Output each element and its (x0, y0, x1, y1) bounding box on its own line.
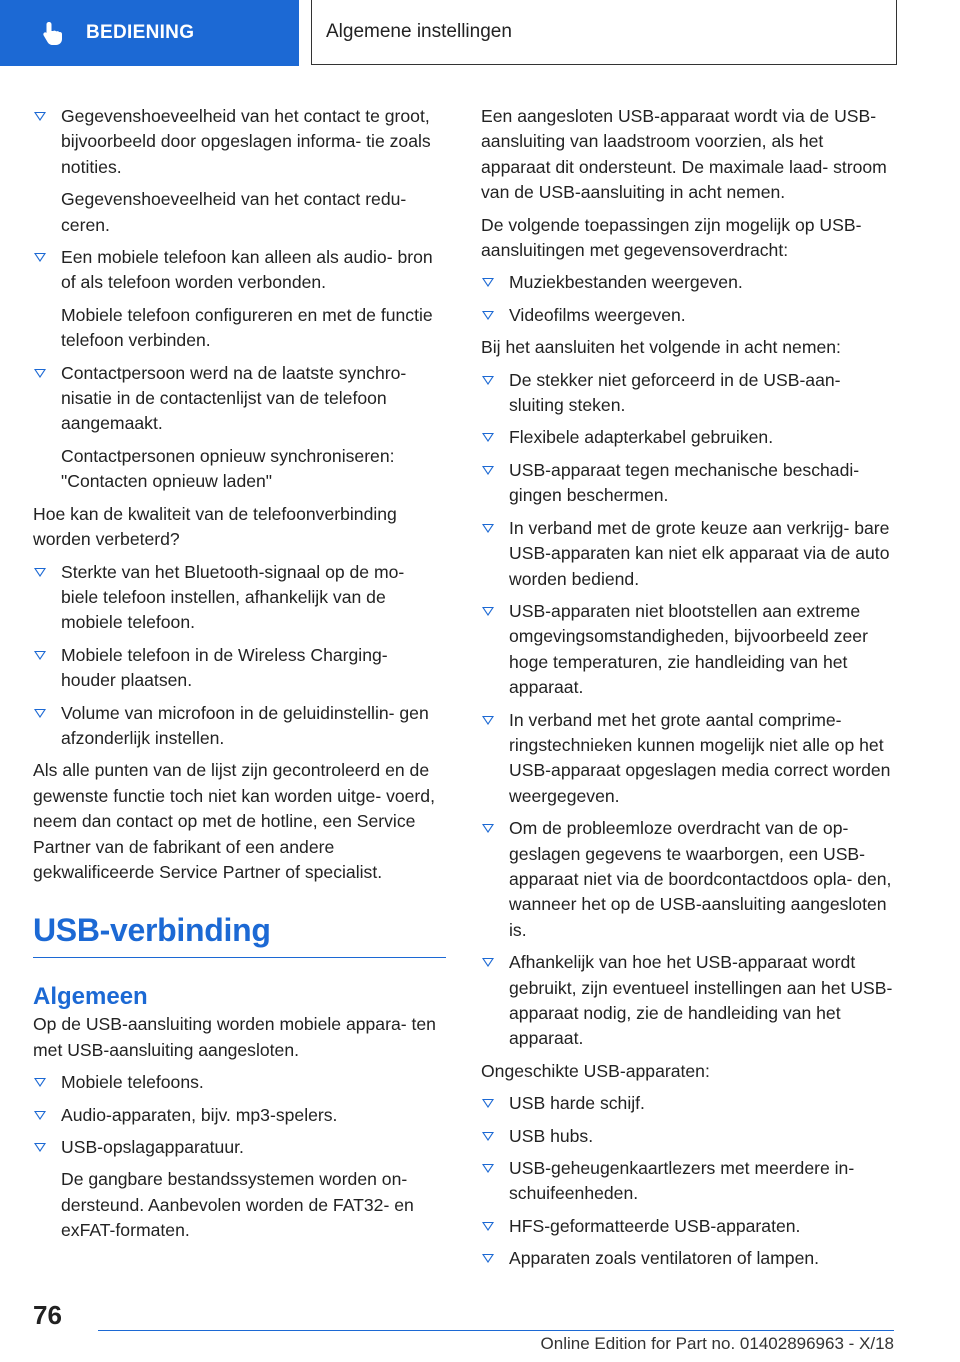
list-item-subtext: Mobiele telefoon configureren en met de functie telefoon verbinden. (61, 304, 433, 351)
paragraph: Op de USB-aansluiting worden mobiele appara- ten met USB-aansluiting aangesloten. (33, 1014, 436, 1060)
list-item (481, 1091, 894, 1116)
chapter-title: Algemene instellingen (326, 21, 512, 42)
list-item (481, 1156, 894, 1207)
list-item-text: Gegevenshoeveelheid van het contact te groot, bijvoorbeeld door opgeslagen informa- tie zoals notities. (61, 106, 431, 177)
paragraph: Een aangesloten USB-apparaat wordt via de USB-aansluiting van laadstroom voorzien, als het apparaat dit ondersteunt. De maximale laad- stroom van de USB-aansluiting in acht nemen. (481, 106, 887, 203)
triangle-bullet-icon (482, 311, 494, 320)
list-item (33, 361, 446, 495)
list-item-text: Flexibele adapterkabel gebruiken. (509, 427, 774, 448)
list-item (33, 701, 446, 752)
list-item-text: Audio-apparaten, bijv. mp3-spelers. (61, 1104, 338, 1125)
list-item (33, 1070, 446, 1095)
paragraph: Hoe kan de kwaliteit van de telefoonverbinding worden verbeterd? (33, 503, 397, 550)
list-item-text: HFS-geformatteerde USB-apparaten. (509, 1215, 801, 1236)
list-item-text: De stekker niet geforceerd in de USB-aan- sluiting steken. (509, 369, 841, 416)
right-column (481, 104, 894, 1279)
triangle-bullet-icon (482, 466, 494, 475)
list-item-text: USB harde schijf. (509, 1093, 645, 1114)
list-item (33, 245, 446, 354)
list-item-text: Contactpersoon werd na de laatste synchro- nisatie in de contactenlijst van de telefoon aangemaakt. (61, 362, 407, 434)
bullet-list (481, 1091, 894, 1271)
list-item-text: Afhankelijk van hoe het USB-apparaat wordt gebruikt, zijn eventueel instellingen aan het USB-apparaat nodig, zie de handleiding van het apparaat. (509, 952, 893, 1049)
list-item-subtext: De gangbare bestandssystemen worden on- dersteund. Aanbevolen worden de FAT32- en exFAT-formaten. (61, 1169, 414, 1241)
list-item (481, 1246, 894, 1271)
triangle-bullet-icon (482, 607, 494, 616)
list-item (481, 270, 894, 295)
footer-divider (98, 1330, 894, 1331)
list-item-text: Sterkte van het Bluetooth-signaal op de mo- biele telefoon instellen, afhankelijk van de mobiele telefoon. (61, 561, 405, 633)
triangle-bullet-icon (482, 376, 494, 385)
triangle-bullet-icon (482, 433, 494, 442)
triangle-bullet-icon (34, 651, 46, 660)
list-item-text: USB-opslagapparatuur. (61, 1137, 244, 1157)
paragraph: Als alle punten van de lijst zijn gecontroleerd en de gewenste functie toch niet kan worden uitge- voerd, neem dan contact op met de hotline, een Service Partner van de fabrikant of een andere gekwalificeerde Service Partner of specialist. (33, 760, 435, 882)
list-item-text: Een mobiele telefoon kan alleen als audio- bron of als telefoon worden verbonden. (61, 247, 433, 293)
list-item-text: USB-geheugenkaartlezers met meerdere in- schuifeenheden. (509, 1158, 855, 1204)
bullet-list (481, 270, 894, 328)
list-item-text: USB-apparaten niet blootstellen aan extreme omgevingsomstandigheden, bijvoorbeeld zeer hoge temperaturen, zie handleiding van het apparaat. (509, 600, 868, 698)
list-item-text: USB hubs. (509, 1125, 594, 1146)
bullet-list (481, 368, 894, 1052)
section-heading: Algemeen (33, 983, 148, 1011)
list-item-text: USB-apparaat tegen mechanische beschadi- gingen beschermen. (509, 459, 860, 506)
left-column (33, 104, 446, 1251)
paragraph: Bij het aansluiten het volgende in acht nemen: (481, 337, 841, 358)
list-item-text: Om de probleemloze overdracht van de op- geslagen gegevens te waarborgen, een USB- apparaat niet via de boordcontactdoos opla- den, wanneer het op de USB-aansluiting aangesloten is. (509, 818, 892, 940)
section-tab (0, 0, 299, 66)
triangle-bullet-icon (34, 1078, 46, 1087)
list-item-subtext: Gegevenshoeveelheid van het contact redu- ceren. (61, 189, 407, 235)
triangle-bullet-icon (34, 568, 46, 577)
list-item-text: Videofilms weergeven. (509, 304, 686, 325)
triangle-bullet-icon (34, 112, 46, 121)
chapter-title-box (311, 0, 897, 65)
list-item (481, 1124, 894, 1149)
list-item (481, 1214, 894, 1239)
list-item (481, 425, 894, 450)
list-item (481, 458, 894, 509)
chapter-heading: USB-verbinding (33, 911, 446, 958)
list-item (481, 708, 894, 810)
triangle-bullet-icon (34, 369, 46, 378)
triangle-bullet-icon (482, 824, 494, 833)
footer-edition: Online Edition for Part no. 01402896963 - X/18 (540, 1334, 894, 1353)
list-item-text: Apparaten zoals ventilatoren of lampen. (509, 1248, 820, 1269)
triangle-bullet-icon (482, 1164, 494, 1173)
hand-pointer-icon (40, 20, 66, 46)
list-item (33, 643, 446, 694)
bullet-list (33, 1070, 446, 1243)
paragraph: Ongeschikte USB-apparaten: (481, 1060, 710, 1081)
paragraph: De volgende toepassingen zijn mogelijk op USB- aansluitingen met gegevensoverdracht: (481, 214, 862, 261)
triangle-bullet-icon (482, 278, 494, 287)
list-item (481, 816, 894, 943)
list-item (481, 368, 894, 419)
triangle-bullet-icon (482, 1132, 494, 1141)
triangle-bullet-icon (482, 716, 494, 725)
list-item-text: Mobiele telefoon in de Wireless Charging- houder plaatsen. (61, 644, 388, 691)
triangle-bullet-icon (34, 709, 46, 718)
list-item (33, 560, 446, 636)
list-item-text: Mobiele telefoons. (61, 1072, 204, 1093)
list-item (33, 1135, 446, 1244)
triangle-bullet-icon (34, 253, 46, 262)
bullet-list (33, 104, 446, 495)
list-item-subtext: Contactpersonen opnieuw synchroniseren: "Contacten opnieuw laden" (61, 445, 395, 492)
list-item (481, 516, 894, 592)
list-item-text: Muziekbestanden weergeven. (509, 272, 743, 293)
page-number: 76 (33, 1300, 62, 1330)
triangle-bullet-icon (482, 524, 494, 533)
list-item (481, 599, 894, 701)
list-item (481, 303, 894, 328)
list-item (33, 1103, 446, 1128)
list-item (481, 950, 894, 1052)
section-label: BEDIENING (86, 22, 195, 43)
triangle-bullet-icon (482, 958, 494, 967)
triangle-bullet-icon (482, 1222, 494, 1231)
triangle-bullet-icon (34, 1143, 46, 1152)
list-item-text: In verband met de grote keuze aan verkrijg- bare USB-apparaten kan niet elk apparaat via de auto worden bediend. (509, 517, 890, 589)
list-item-text: Volume van microfoon in de geluidinstellin- gen afzonderlijk instellen. (61, 702, 429, 748)
page-header (0, 0, 960, 66)
bullet-list (33, 560, 446, 752)
list-item-text: In verband met het grote aantal comprime- ringstechnieken kunnen mogelijk niet alle op het USB-apparaat opgeslagen media correct worden weergegeven. (509, 709, 891, 806)
triangle-bullet-icon (482, 1099, 494, 1108)
list-item (33, 104, 446, 238)
triangle-bullet-icon (482, 1254, 494, 1263)
triangle-bullet-icon (34, 1111, 46, 1120)
